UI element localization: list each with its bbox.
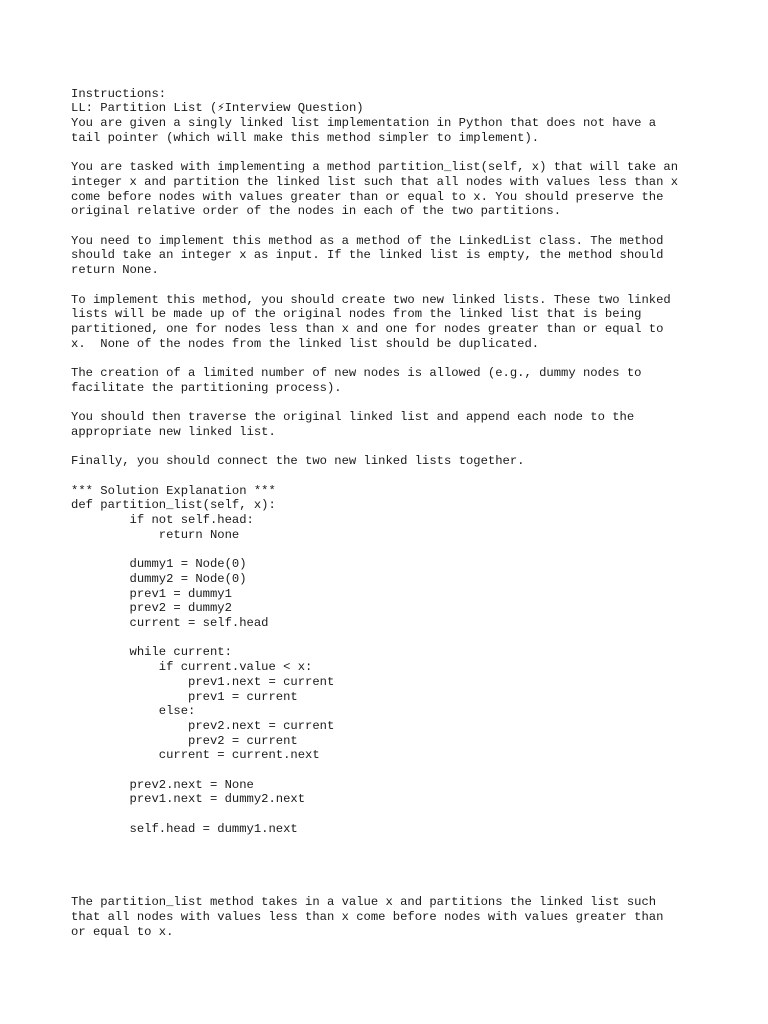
code-line: prev2.next = None	[71, 777, 254, 792]
code-line: current = current.next	[71, 748, 320, 763]
blank-line	[71, 837, 711, 852]
method-req-line: should take an integer x as input. If the linked list is empty, the method should	[71, 248, 664, 263]
code-line: if not self.head:	[71, 513, 254, 528]
method-req-line: return None.	[71, 263, 159, 278]
dummy-note-line: facilitate the partitioning process).	[71, 380, 342, 395]
traverse-note-line: You should then traverse the original linked list and append each node to the	[71, 410, 635, 425]
blank-line	[71, 866, 711, 881]
traverse-note-line: appropriate new linked list.	[71, 424, 276, 439]
code-line: current = self.head	[71, 616, 269, 631]
task-line: come before nodes with values greater than or equal to x. You should preserve the	[71, 189, 664, 204]
code-line: prev1 = dummy1	[71, 586, 232, 601]
code-line	[71, 763, 711, 778]
approach-line: x. None of the nodes from the linked list should be duplicated.	[71, 336, 540, 351]
blank-line	[71, 351, 711, 366]
code-line	[71, 543, 711, 558]
code-line: dummy1 = Node(0)	[71, 557, 247, 572]
code-line: prev2.next = current	[71, 718, 335, 733]
code-line: prev2 = current	[71, 733, 298, 748]
blank-line	[71, 395, 711, 410]
code-line	[71, 807, 711, 822]
intro-line: You are given a singly linked list implementation in Python that does not have a	[71, 116, 657, 131]
dummy-note-line: The creation of a limited number of new nodes is allowed (e.g., dummy nodes to	[71, 366, 642, 381]
code-line: prev1 = current	[71, 689, 298, 704]
code-line: while current:	[71, 645, 232, 660]
method-req-line: You need to implement this method as a method of the LinkedList class. The method	[71, 233, 664, 248]
approach-line: To implement this method, you should create two new linked lists. These two linked	[71, 292, 671, 307]
blank-line	[71, 851, 711, 866]
intro-line: tail pointer (which will make this method simpler to implement).	[71, 130, 540, 145]
blank-line	[71, 219, 711, 234]
code-line	[71, 631, 711, 646]
page-title: LL: Partition List (⚡Interview Question)	[71, 101, 364, 116]
code-line: def partition_list(self, x):	[71, 498, 276, 513]
approach-line: partitioned, one for nodes less than x and one for nodes greater than or equal to	[71, 321, 664, 336]
code-line: prev1.next = dummy2.next	[71, 792, 306, 807]
task-line: integer x and partition the linked list such that all nodes with values less than x	[71, 174, 679, 189]
summary-line: The partition_list method takes in a value x and partitions the linked list such	[71, 895, 657, 910]
blank-line	[71, 881, 711, 896]
blank-line	[71, 469, 711, 484]
code-line: prev2 = dummy2	[71, 601, 232, 616]
code-line: else:	[71, 704, 196, 719]
code-line: self.head = dummy1.next	[71, 821, 298, 836]
summary-line: or equal to x.	[71, 924, 174, 939]
summary-line: that all nodes with values less than x come before nodes with values greater than	[71, 910, 664, 925]
blank-line	[71, 440, 711, 455]
blank-line	[71, 278, 711, 293]
code-line: if current.value < x:	[71, 660, 313, 675]
document-body	[71, 72, 711, 954]
code-line: return None	[71, 527, 240, 542]
blank-line	[71, 146, 711, 161]
task-line: original relative order of the nodes in each of the two partitions.	[71, 204, 562, 219]
instructions-label: Instructions:	[71, 86, 167, 101]
code-line: prev1.next = current	[71, 674, 335, 689]
code-line: dummy2 = Node(0)	[71, 571, 247, 586]
solution-header: *** Solution Explanation ***	[71, 483, 276, 498]
task-line: You are tasked with implementing a method partition_list(self, x) that will take an	[71, 160, 679, 175]
final-note: Finally, you should connect the two new linked lists together.	[71, 454, 525, 469]
approach-line: lists will be made up of the original nodes from the linked list that is being	[71, 307, 642, 322]
